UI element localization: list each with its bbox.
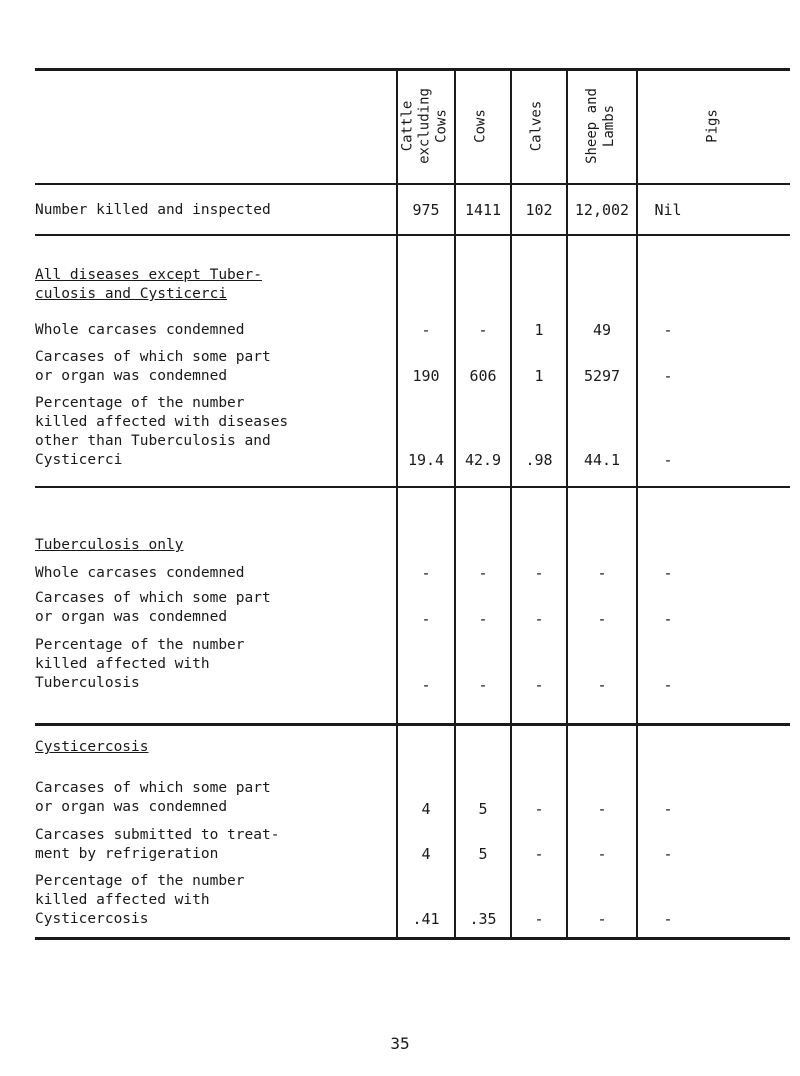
table-cell: - (597, 910, 607, 928)
table-cell: 5 (478, 845, 488, 863)
table-cell: - (663, 845, 673, 863)
table-cell: - (478, 564, 488, 582)
table-cell: 606 (469, 367, 497, 385)
table-cell: 49 (592, 321, 612, 339)
table-cell: - (478, 321, 488, 339)
table-cell: - (534, 610, 544, 628)
row-label: Percentage of the number killed affected with diseases other than Tuberculosis and Cysticerci (35, 395, 289, 468)
column-header-calves: Calves (528, 100, 545, 152)
table-cell: - (663, 564, 673, 582)
table-cell: - (597, 610, 607, 628)
table-cell: - (663, 910, 673, 928)
column-header-cows: Cows (472, 109, 489, 143)
table-cell: 102 (525, 201, 553, 219)
table-cell: - (534, 910, 544, 928)
table-cell: - (597, 676, 607, 694)
table-cell: 12,002 (574, 201, 630, 219)
row-label: Carcases submitted to treat- ment by refrigeration (35, 827, 280, 862)
table-cell: - (663, 451, 673, 469)
table-cell: - (421, 610, 431, 628)
table-cell: .35 (469, 910, 497, 928)
table-cell: - (478, 676, 488, 694)
table-cell: 42.9 (464, 451, 502, 469)
section-title: All diseases except Tuber- culosis and Cysticerci (35, 267, 262, 302)
column-header-pigs: Pigs (704, 109, 721, 143)
table-cell: 4 (421, 800, 431, 818)
row-label: Percentage of the number killed affected with Tuberculosis (35, 637, 245, 691)
table-cell: - (421, 321, 431, 339)
section-rule-3 (35, 723, 790, 726)
section-title: Cysticercosis (35, 739, 149, 755)
row-label: Whole carcases condemned (35, 322, 245, 338)
table-bottom-rule (35, 937, 790, 940)
table-cell: - (534, 676, 544, 694)
table-cell: 4 (421, 845, 431, 863)
row-label: Number killed and inspected (35, 202, 271, 218)
table-cell: - (534, 845, 544, 863)
table-cell: 5297 (583, 367, 621, 385)
table-cell: .41 (412, 910, 440, 928)
table-cell: 1 (534, 321, 544, 339)
table-cell: 44.1 (583, 451, 621, 469)
row-label: Whole carcases condemned (35, 565, 245, 581)
table-cell: - (663, 321, 673, 339)
table-cell: 975 (412, 201, 440, 219)
table-cell: - (534, 564, 544, 582)
table-cell: 19.4 (407, 451, 445, 469)
column-header-cattle: Cattle excluding Cows (399, 88, 450, 164)
table-cell: 5 (478, 800, 488, 818)
section-title: Tuberculosis only (35, 537, 184, 553)
table-cell: - (597, 845, 607, 863)
table-cell: 190 (412, 367, 440, 385)
table-cell: - (421, 564, 431, 582)
section-rule-1 (35, 234, 790, 236)
table-cell: Nil (654, 201, 682, 219)
row-label: Carcases of which some part or organ was condemned (35, 349, 271, 384)
table-cell: .98 (525, 451, 553, 469)
page-number: 35 (390, 1034, 410, 1053)
table-cell: - (597, 564, 607, 582)
table-cell: - (478, 610, 488, 628)
table-cell: - (597, 800, 607, 818)
header-rule (35, 183, 790, 185)
table-cell: - (663, 676, 673, 694)
row-label: Percentage of the number killed affected with Cysticercosis (35, 873, 245, 927)
table-cell: 1 (534, 367, 544, 385)
table-cell: - (663, 800, 673, 818)
table-cell: - (534, 800, 544, 818)
table-cell: 1411 (464, 201, 502, 219)
row-label: Carcases of which some part or organ was condemned (35, 590, 271, 625)
table-cell: - (421, 676, 431, 694)
row-label: Carcases of which some part or organ was condemned (35, 780, 271, 815)
section-rule-2 (35, 486, 790, 488)
column-header-sheep: Sheep and Lambs (584, 88, 617, 164)
table-cell: - (663, 367, 673, 385)
table-cell: - (663, 610, 673, 628)
